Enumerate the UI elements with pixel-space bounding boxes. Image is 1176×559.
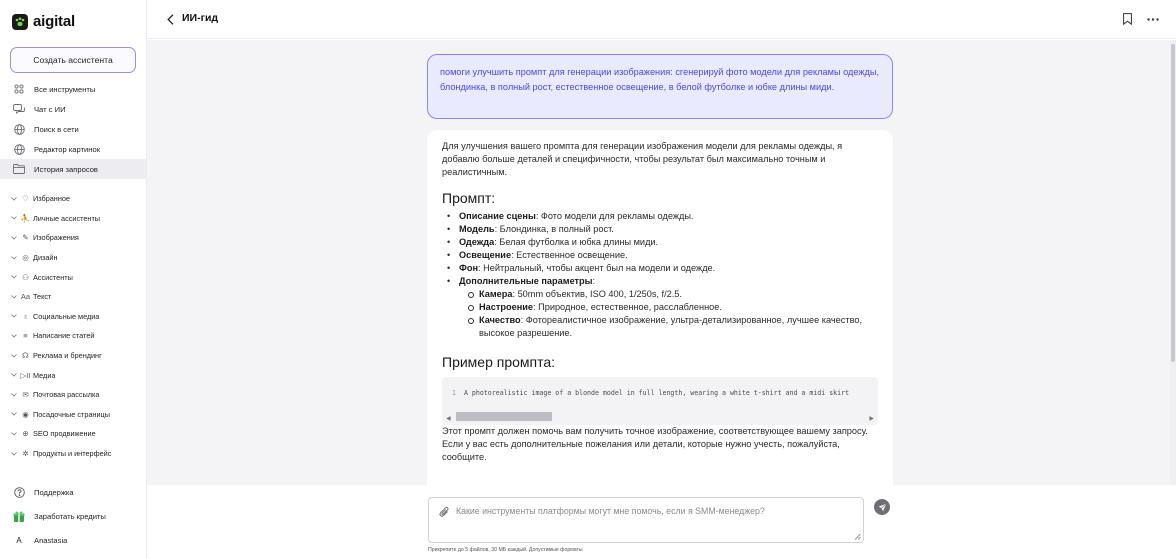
sidebar-item-label: Поиск в сети [34,124,79,134]
chevron-down-icon [10,332,18,340]
logo-text: aigital [33,13,75,30]
thumbs-up-icon: ♁ [22,311,29,321]
sub-list [459,288,878,340]
lines-icon: ≡ [23,331,28,341]
help-icon [12,485,26,499]
assistant-outro: Этот промпт должен помочь вам получить точное изображение, соответствующее вашему запросу. Если у вас есть дополнительные пожелания или детали, которые нужно учесть, пожалуйста, сообщите. [442,426,868,462]
sidebar-item-label: Поддержка [34,487,74,497]
chevron-down-icon [10,254,18,262]
category-label: Дизайн [33,253,58,263]
code-text: A photorealistic image of a blonde model in full length, wearing a white t-shirt and a midi skirt [463,389,850,397]
sidebar [0,0,147,559]
code-scroll-thumb[interactable] [456,412,552,421]
sidebar-nav [0,79,146,179]
category-assistants[interactable] [0,267,146,287]
page-title: ИИ-гид [182,12,219,24]
sidebar-item-label: Чат с ИИ [34,104,66,114]
sidebar-bottom [0,480,146,552]
category-text[interactable] [0,287,146,307]
sidebar-item-image-editor[interactable] [0,139,146,159]
sidebar-item-label: Редактор картинок [34,144,101,154]
sidebar-item-chat[interactable] [0,99,146,119]
chevron-down-icon [10,410,18,418]
scroll-left-icon[interactable]: ◀ [446,416,451,422]
chat-icon [12,102,26,116]
category-products[interactable] [0,444,146,464]
list-item: • Одежда: Белая футболка и юбка длины миди. [442,236,878,249]
attach-button[interactable] [438,506,450,518]
resize-handle-icon[interactable] [854,533,861,540]
category-label: Изображения [33,233,79,243]
category-label: Ассистенты [33,272,73,282]
category-label: Посадочные страницы [33,409,110,419]
page-header [147,0,1176,39]
scroll-right-icon[interactable]: ▶ [869,416,874,422]
mail-icon: ✉ [22,390,29,400]
category-social-media[interactable] [0,307,146,327]
chat-scroll-thumb[interactable] [1171,44,1175,362]
assistant-intro: Для улучшения вашего промпта для генерации изображения модели для рекламы одежды, я добавлю больше деталей и специфичности, чтобы результат был максимально точным и реалистичным. [442,141,843,177]
list-item: • Дополнительные параметры: Камера: 50mm объектив, ISO 400, 1/250s, f/2.5. Настроение: Природное, естественное, расслабленное. Качество: Фотореалистичное изображение, ультра-детализированное, лучшее качество, высокое разрешение. [442,275,878,340]
more-options-button[interactable] [1146,12,1160,26]
sidebar-item-label: История запросов [34,164,98,174]
paperclip-icon [439,506,450,518]
category-label: Написание статей [33,331,95,341]
grid-icon [12,82,26,96]
user-profile[interactable] [0,528,146,552]
category-newsletter[interactable] [0,385,146,405]
user-message: помоги улучшить промпт для генерации изображения: сгенерируй фото модели для рекламы одежды, блондинка, в полный рост, естественное освещение, в белой футболке и юбке длины миди. [427,54,893,119]
logo[interactable] [12,13,75,30]
globe-icon [12,122,26,136]
category-favorites[interactable] [0,189,146,209]
example-heading: Пример промпта: [442,354,556,370]
chat-area[interactable] [147,40,1176,485]
globe-icon [12,142,26,156]
user-name: Anastasia [34,535,68,545]
category-label: Личные ассистенты [33,213,101,223]
sidebar-item-all-tools[interactable] [0,79,146,99]
composer-area [147,485,1176,559]
chevron-down-icon [10,214,18,222]
assistant-message [427,130,893,485]
send-button[interactable] [874,499,890,515]
avatar: A [16,535,22,545]
prompt-list [442,210,878,340]
sidebar-item-earn-credits[interactable] [0,504,146,528]
line-number: 1 [452,389,456,397]
category-seo[interactable] [0,424,146,444]
gift-icon [12,509,26,523]
target-icon: ◉ [22,409,29,419]
play-pause-icon: ▷II [20,370,31,380]
search-icon: ⊕ [22,429,29,439]
category-advertising[interactable] [0,346,146,366]
sub-list-item: Камера: 50mm объектив, ISO 400, 1/250s, f/2.5. [459,288,878,301]
category-label: Медиа [33,370,56,380]
chevron-down-icon [10,450,18,458]
more-horizontal-icon [1147,18,1159,21]
sidebar-item-label: Заработать кредиты [34,511,106,521]
paw-icon [12,14,28,30]
chevron-down-icon [10,352,18,360]
category-images[interactable] [0,228,146,248]
chevron-down-icon [10,312,18,320]
message-input[interactable] [456,506,836,536]
category-landing-pages[interactable] [0,405,146,425]
sidebar-item-history[interactable] [0,159,146,179]
upload-hint: Прикрепите до 5 файлов, 30 МБ каждый. Допустимые форматы [428,547,583,553]
category-personal-assistants[interactable] [0,209,146,229]
sidebar-item-web-search[interactable] [0,119,146,139]
send-icon [878,503,887,512]
brush-icon: ✎ [22,233,29,243]
heart-icon: ♡ [22,194,29,204]
category-label: Почтовая рассылка [33,390,100,400]
text-icon: Aa [20,292,31,302]
user-group-icon: ⚇ [22,272,29,282]
sub-list-item: Качество: Фотореалистичное изображение, ультра-детализированное, лучшее качество, высокое разрешение. [459,314,878,340]
chevron-left-icon [167,14,174,25]
sparkle-icon: ✲ [22,449,29,459]
megaphone-icon: ☊ [22,351,29,361]
chevron-down-icon [10,234,18,242]
chevron-down-icon [10,430,18,438]
list-item: • Модель: Блондинка, в полный рост. [442,223,878,236]
category-label: Продукты и интерфейс [33,449,112,459]
category-label: Реклама и брендинг [33,351,102,361]
category-label: Избранное [33,194,70,204]
sidebar-item-support[interactable] [0,480,146,504]
sidebar-item-label: Все инструменты [34,84,96,94]
chevron-down-icon [10,391,18,399]
palette-icon: ◎ [22,253,29,263]
code-block[interactable] [442,377,878,425]
sidebar-categories [0,189,146,463]
chevron-down-icon [10,371,18,379]
back-button[interactable] [163,12,177,26]
category-articles[interactable] [0,326,146,346]
list-item: • Описание сцены: Фото модели для рекламы одежды. [442,210,878,223]
chevron-down-icon [10,195,18,203]
create-assistant-button[interactable]: Создать ассистента [10,47,136,73]
message-composer [428,497,864,543]
people-icon: ⛹ [20,213,31,223]
bookmark-icon [1123,13,1132,25]
chevron-down-icon [10,273,18,281]
category-design[interactable] [0,248,146,268]
list-item: • Освещение: Естественное освещение. [442,249,878,262]
code-scrollbar[interactable] [446,412,874,421]
category-label: SEO продвижение [33,429,96,439]
bookmark-button[interactable] [1120,12,1134,26]
chat-scrollbar[interactable] [1170,40,1176,485]
category-label: Текст [33,292,52,302]
sub-list-item: Настроение: Природное, естественное, расслабленное. [459,301,878,314]
category-media[interactable] [0,365,146,385]
chevron-down-icon [10,293,18,301]
list-item: • Фон: Нейтральный, чтобы акцент был на модели и одежде. [442,262,878,275]
prompt-heading: Промпт: [442,190,496,206]
code-line [452,387,849,400]
folder-icon [12,162,26,176]
category-label: Социальные медиа [33,311,100,321]
